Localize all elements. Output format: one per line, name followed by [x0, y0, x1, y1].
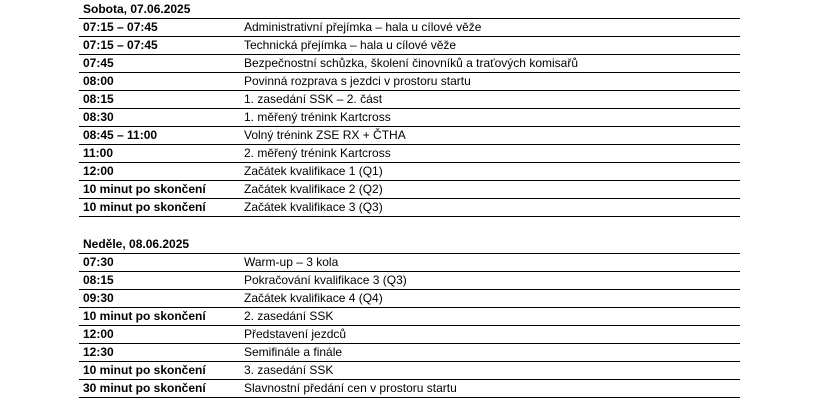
- time-cell: 12:30: [83, 345, 114, 359]
- time-cell: 07:15 – 07:45: [83, 38, 158, 52]
- event-cell: 2. zasedání SSK: [244, 309, 334, 323]
- time-cell: 08:15: [83, 273, 114, 287]
- event-cell: Představení jezdců: [244, 327, 347, 341]
- schedule-row: [79, 73, 740, 91]
- schedule-row: [79, 290, 740, 308]
- day-title: Neděle, 08.06.2025: [79, 235, 740, 254]
- event-cell: Bezpečnostní schůzka, školení činovníků a traťových komisařů: [244, 56, 578, 70]
- event-cell: Začátek kvalifikace 2 (Q2): [244, 182, 383, 196]
- event-cell: Administrativní přejímka – hala u cílové věže: [244, 20, 482, 34]
- day-title: Sobota, 07.06.2025: [79, 0, 740, 19]
- schedule-row: [79, 199, 740, 217]
- event-cell: Povinná rozprava s jezdci v prostoru startu: [244, 74, 471, 88]
- event-cell: Začátek kvalifikace 4 (Q4): [244, 291, 383, 305]
- time-cell: 10 minut po skončení: [83, 182, 206, 196]
- time-cell: 08:45 – 11:00: [83, 128, 158, 142]
- time-cell: 10 minut po skončení: [83, 200, 206, 214]
- schedule-row: [79, 308, 740, 326]
- time-cell: 12:00: [83, 327, 114, 341]
- schedule-row: [79, 181, 740, 199]
- event-cell: Warm-up – 3 kola: [244, 255, 339, 269]
- schedule-row: [79, 55, 740, 73]
- time-cell: 11:00: [83, 146, 114, 160]
- event-cell: 1. měřený trénink Kartcross: [244, 110, 391, 124]
- time-cell: 08:00: [83, 74, 114, 88]
- event-cell: 2. měřený trénink Kartcross: [244, 146, 391, 160]
- event-cell: Slavnostní předání cen v prostoru startu: [244, 381, 457, 395]
- time-cell: 10 minut po skončení: [83, 363, 206, 377]
- time-cell: 08:30: [83, 110, 114, 124]
- schedule-row: [79, 380, 740, 398]
- schedule-row: [79, 109, 740, 127]
- time-cell: 10 minut po skončení: [83, 309, 206, 323]
- event-cell: Technická přejímka – hala u cílové věže: [244, 38, 457, 52]
- event-cell: Semifinále a finále: [244, 345, 343, 359]
- schedule-row: [79, 344, 740, 362]
- schedule-row: [79, 19, 740, 37]
- event-cell: Volný trénink ZSE RX + ČTHA: [244, 128, 406, 142]
- schedule-row: [79, 272, 740, 290]
- schedule-row: [79, 37, 740, 55]
- time-cell: 09:30: [83, 291, 114, 305]
- schedule-table: [79, 0, 740, 398]
- event-cell: Pokračování kvalifikace 3 (Q3): [244, 273, 407, 287]
- time-cell: 08:15: [83, 92, 114, 106]
- time-cell: 07:45: [83, 56, 114, 70]
- time-cell: 07:15 – 07:45: [83, 20, 158, 34]
- schedule-row: [79, 163, 740, 181]
- schedule-row: [79, 326, 740, 344]
- schedule-row: [79, 254, 740, 272]
- time-cell: 12:00: [83, 164, 114, 178]
- time-cell: 30 minut po skončení: [83, 381, 206, 395]
- event-cell: 3. zasedání SSK: [244, 363, 334, 377]
- schedule-row: [79, 362, 740, 380]
- schedule-row: [79, 91, 740, 109]
- event-cell: 1. zasedání SSK – 2. část: [244, 92, 383, 106]
- day-section-sunday: [79, 235, 740, 398]
- event-cell: Začátek kvalifikace 3 (Q3): [244, 200, 383, 214]
- event-cell: Začátek kvalifikace 1 (Q1): [244, 164, 383, 178]
- schedule-row: [79, 145, 740, 163]
- schedule-row: [79, 127, 740, 145]
- day-section-saturday: [79, 0, 740, 217]
- time-cell: 07:30: [83, 255, 114, 269]
